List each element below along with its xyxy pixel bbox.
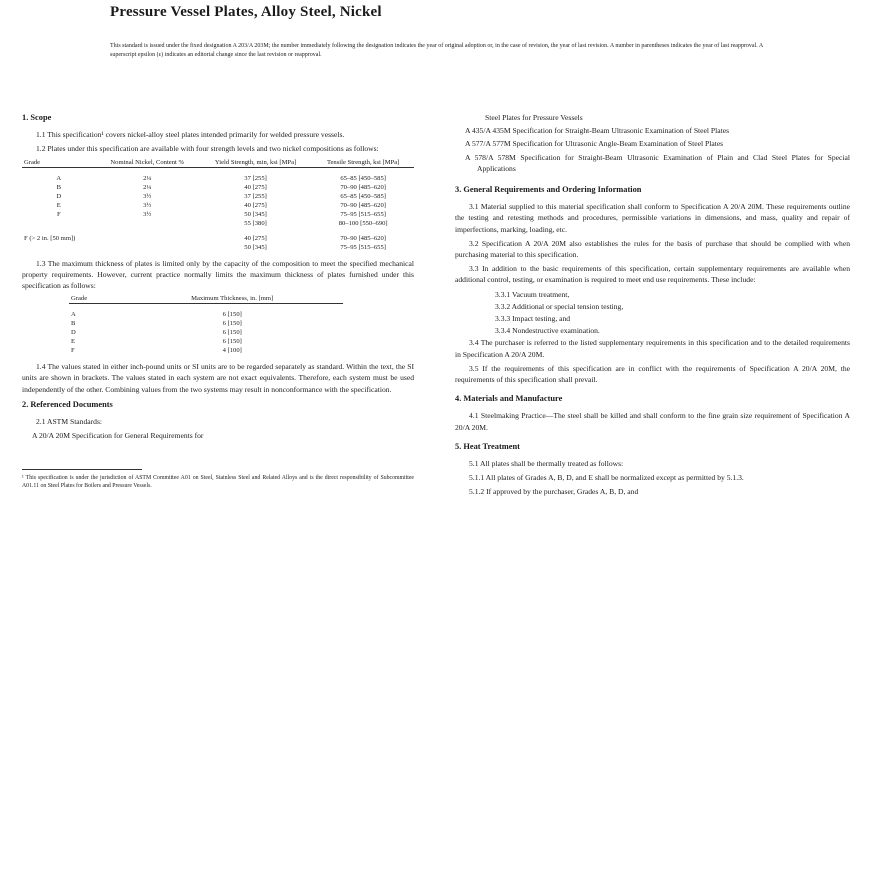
table-row (69, 346, 343, 355)
max-thickness-table (69, 294, 343, 355)
table-cell: 65–85 [450–585] (340, 174, 386, 182)
section-heading-heat-treatment: 5. Heat Treatment (455, 441, 520, 451)
left-column (22, 108, 414, 490)
reference-item-continued: Steel Plates for Pressure Vessels (485, 113, 583, 122)
list-item: 3.3.4 Nondestructive examination. (495, 326, 600, 336)
reference-item: A 20/A 20M Specification for General Requirements for (32, 431, 204, 441)
table-header: Yield Strength, min, ksi [MPa] (199, 158, 312, 168)
table-cell: 75–95 [515–655] (340, 243, 386, 251)
paragraph-1-1: 1.1 This specification¹ covers nickel-alloy steel plates intended primarily for welded pressure vessels. (36, 130, 345, 140)
table-cell: E (56, 201, 61, 209)
table-header: Grade (69, 294, 121, 304)
table-cell: 6 [150] (222, 311, 242, 319)
paragraph-3-1: 3.1 Material supplied to this material specification shall conform to Specification A 20/A 20M. These requirements outline the testing and retesting methods and procedures, permissible variations in dimensions, and mass, quality and repair of imperfections, marking, loading, etc. (455, 202, 850, 234)
table-cell: 3½ (143, 192, 152, 200)
table-row (69, 337, 343, 346)
table-header: Grade (22, 158, 96, 168)
table-cell: E (71, 338, 76, 346)
table-cell: 50 [345] (244, 210, 267, 218)
table-header: Nominal Nickel, Content % (96, 158, 199, 168)
section-heading-materials: 4. Materials and Manufacture (455, 394, 563, 404)
document-title: Pressure Vessel Plates, Alloy Steel, Nickel (110, 4, 382, 20)
table-cell: 70–90 [485–620] (340, 234, 386, 242)
table-row (22, 234, 414, 243)
paragraph-3-3: 3.3 In addition to the basic requirements of this specification, certain supplementary requirements are available when additional control, testing, or examination is required to meet end use requirements. These include: (455, 264, 850, 285)
paragraph-5-1: 5.1 All plates shall be thermally treated as follows: (469, 459, 624, 469)
table-header: Maximum Thickness, in. [mm] (121, 294, 343, 304)
table-cell: A (56, 174, 62, 182)
reference-item: A 577/A 577M Specification for Ultrasonic Angle-Beam Examination of Steel Plates (465, 139, 724, 149)
table-cell: A (71, 311, 76, 319)
table-cell: F (56, 210, 61, 218)
paragraph-3-2: 3.2 Specification A 20/A 20M also establishes the rules for the basis of purchase that should be complied with when purchasing material to this specification. (455, 238, 850, 260)
section-heading-general-requirements: 3. General Requirements and Ordering Information (455, 185, 642, 195)
table-row (22, 243, 414, 252)
table-cell (96, 243, 199, 252)
table-cell: 6 [150] (222, 320, 242, 328)
table-row (22, 201, 414, 210)
table-row (22, 192, 414, 201)
table-cell: B (71, 320, 76, 328)
table-cell: D (71, 329, 76, 337)
table-cell: 6 [150] (222, 329, 242, 337)
table-header: Tensile Strength, ksi [MPa] (312, 158, 414, 168)
footnote-rule (22, 469, 142, 470)
table-row (22, 183, 414, 192)
table-cell: 4 [100] (222, 347, 242, 355)
footnote: ¹ This specification is under the jurisdiction of ASTM Committee A01 on Steel, Stainless Steel and Related Alloys and is the direct responsibility of Subcommittee A01.11 on Steel Plates for Boilers and Pressure Vessels. (22, 475, 414, 490)
right-column (455, 112, 850, 501)
table-cell (22, 243, 96, 252)
table-cell: B (56, 183, 61, 191)
table-cell: 3½ (143, 210, 152, 218)
paragraph-1-4: 1.4 The values stated in either inch-pound units or SI units are to be regarded separately as standard. Within the text, the SI units are shown in brackets. The values stated in each system are not exact equivalents. Therefore, each system must be used independently of the other. Combining values from the two systems may result in nonconformance with the specification. (22, 362, 414, 394)
section-heading-scope: 1. Scope (22, 113, 52, 122)
table-cell (22, 219, 96, 228)
table-cell: 65–85 [450–585] (340, 192, 386, 200)
paragraph-1-2: 1.2 Plates under this specification are available with four strength levels and two nickel compositions as follows: (36, 144, 379, 154)
paragraph-1-3: 1.3 The maximum thickness of plates is limited only by the capacity of the composition to meet the specified mechanical property requirements. However, current practice normally limits the maximum thickness of plates furnished under this specification as follows: (22, 258, 414, 291)
designation-note: This standard is issued under the fixed designation A 203/A 203M; the number immediately following the designation indicates the year of original adoption or, in the case of revision, the year of last revision. A number in parentheses indicates the year of last reapproval. A superscript epsilon (ε) indicates an editorial change since the last revision or reapproval. (110, 43, 763, 58)
table-cell (96, 219, 199, 228)
table-cell: 80–100 [550–690] (338, 219, 388, 227)
table-cell: 40 [275] (244, 201, 267, 209)
table-cell: 75–95 [515–655] (340, 210, 386, 218)
section-heading-referenced-documents: 2. Referenced Documents (22, 399, 113, 409)
list-item: 3.3.3 Impact testing, and (495, 314, 571, 324)
table-cell: 3½ (143, 201, 152, 209)
table-cell: 37 [255] (244, 174, 267, 182)
table-cell: 2¼ (143, 174, 152, 182)
table-cell (96, 234, 199, 243)
table-cell: 55 [380] (244, 219, 267, 227)
table-cell: F (> 2 in. [50 mm]) (24, 234, 76, 242)
list-item: 3.3.2 Additional or special tension testing, (495, 301, 624, 311)
paragraph-4-1: 4.1 Steelmaking Practice—The steel shall be killed and shall conform to the fine grain size requirement of Specification A 20/A 20M. (455, 411, 850, 432)
table-cell: F (71, 347, 75, 355)
list-item: 3.3.1 Vacuum treatment, (495, 289, 570, 299)
paragraph-5-1-1: 5.1.1 All plates of Grades A, B, D, and E shall be normalized except as permitted by 5.1.3. (469, 473, 744, 483)
table-row (69, 319, 343, 328)
paragraph-2-1: 2.1 ASTM Standards: (36, 417, 103, 427)
table-cell: 50 [345] (244, 243, 267, 251)
reference-item: A 435/A 435M Specification for Straight-Beam Ultrasonic Examination of Steel Plates (465, 126, 730, 136)
table-cell: 40 [275] (244, 183, 267, 191)
paragraph-5-1-2: 5.1.2 If approved by the purchaser, Grades A, B, D, and (469, 487, 639, 497)
strength-levels-table (22, 158, 414, 252)
table-cell: D (56, 192, 62, 200)
table-cell: 70–90 [485–620] (340, 201, 386, 209)
table-row (22, 219, 414, 228)
table-cell: 70–90 [485–620] (340, 183, 386, 191)
table-row (22, 174, 414, 183)
table-row (69, 310, 343, 319)
table-cell: 37 [255] (244, 192, 267, 200)
paragraph-3-5: 3.5 If the requirements of this specification are in conflict with the requirements of Specification A 20/A 20M, the requirements of this specification shall prevail. (455, 363, 850, 385)
reference-item: A 578/A 578M Specification for Straight-Beam Ultrasonic Examination of Plain and Clad Steel Plates for Special Applications (465, 152, 850, 173)
table-cell: 6 [150] (222, 338, 242, 346)
table-cell: 2¼ (143, 183, 152, 191)
table-row (22, 210, 414, 219)
table-row (69, 328, 343, 337)
paragraph-3-4: 3.4 The purchaser is referred to the listed supplementary requirements in this specification and to the detailed requirements in Specification A 20/A 20M. (455, 338, 850, 359)
table-cell: 40 [275] (244, 234, 267, 242)
